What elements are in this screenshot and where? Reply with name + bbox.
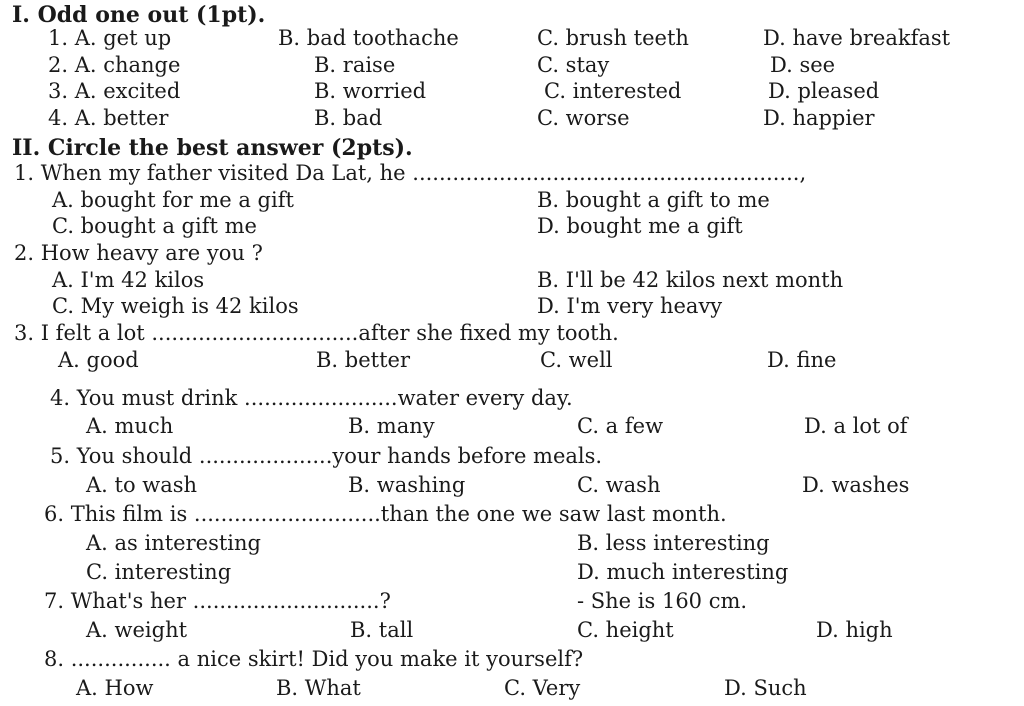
option-b: B. many — [348, 414, 435, 438]
option-b: B. worried — [314, 79, 427, 103]
option-d: D. much interesting — [577, 560, 789, 584]
option-a: A. How — [76, 676, 154, 700]
option-b: B. raise — [314, 53, 396, 77]
option-d: D. Such — [724, 676, 807, 700]
option-b: B. better — [316, 348, 410, 372]
option-a: A. weight — [86, 618, 188, 642]
option-b: B. I'll be 42 kilos next month — [537, 268, 844, 292]
option-c: C. brush teeth — [537, 26, 689, 50]
option-d: D. washes — [802, 473, 910, 497]
option-a: A. bought for me a gift — [52, 188, 294, 212]
option-c: C. interested — [544, 79, 682, 103]
option-d: D. happier — [763, 106, 875, 130]
option-d: D. a lot of — [804, 414, 908, 438]
option-c: C. wash — [577, 473, 661, 497]
option-b: B. tall — [350, 618, 414, 642]
option-b: B. less interesting — [577, 531, 770, 555]
option-a: 4. A. better — [48, 106, 169, 130]
option-d: D. fine — [767, 348, 837, 372]
option-c: C. stay — [537, 53, 610, 77]
option-c: C. bought a gift me — [52, 214, 257, 238]
option-c: C. height — [577, 618, 674, 642]
option-c: C. Very — [504, 676, 581, 700]
option-a: A. as interesting — [86, 531, 261, 555]
option-c: C. a few — [577, 414, 664, 438]
option-b: B. washing — [348, 473, 466, 497]
option-c: C. My weigh is 42 kilos — [52, 294, 299, 318]
option-a: A. to wash — [86, 473, 198, 497]
option-d: D. bought me a gift — [537, 214, 743, 238]
option-b: B. bought a gift to me — [537, 188, 770, 212]
option-b: B. bad toothache — [278, 26, 459, 50]
option-a: 1. A. get up — [48, 26, 172, 50]
option-a: 2. A. change — [48, 53, 181, 77]
option-a: 3. A. excited — [48, 79, 181, 103]
option-d: D. I'm very heavy — [537, 294, 723, 318]
option-b: B. bad — [314, 106, 383, 130]
option-b: B. What — [276, 676, 361, 700]
option-c: C. well — [540, 348, 613, 372]
option-d: D. see — [770, 53, 836, 77]
option-a: A. much — [86, 414, 174, 438]
option-d: D. have breakfast — [763, 26, 951, 50]
option-c: C. interesting — [86, 560, 232, 584]
option-a: A. I'm 42 kilos — [52, 268, 205, 292]
option-d: D. pleased — [768, 79, 880, 103]
option-c: C. worse — [537, 106, 630, 130]
question-7-response: - She is 160 cm. — [577, 589, 748, 613]
option-a: A. good — [58, 348, 139, 372]
option-d: D. high — [816, 618, 893, 642]
